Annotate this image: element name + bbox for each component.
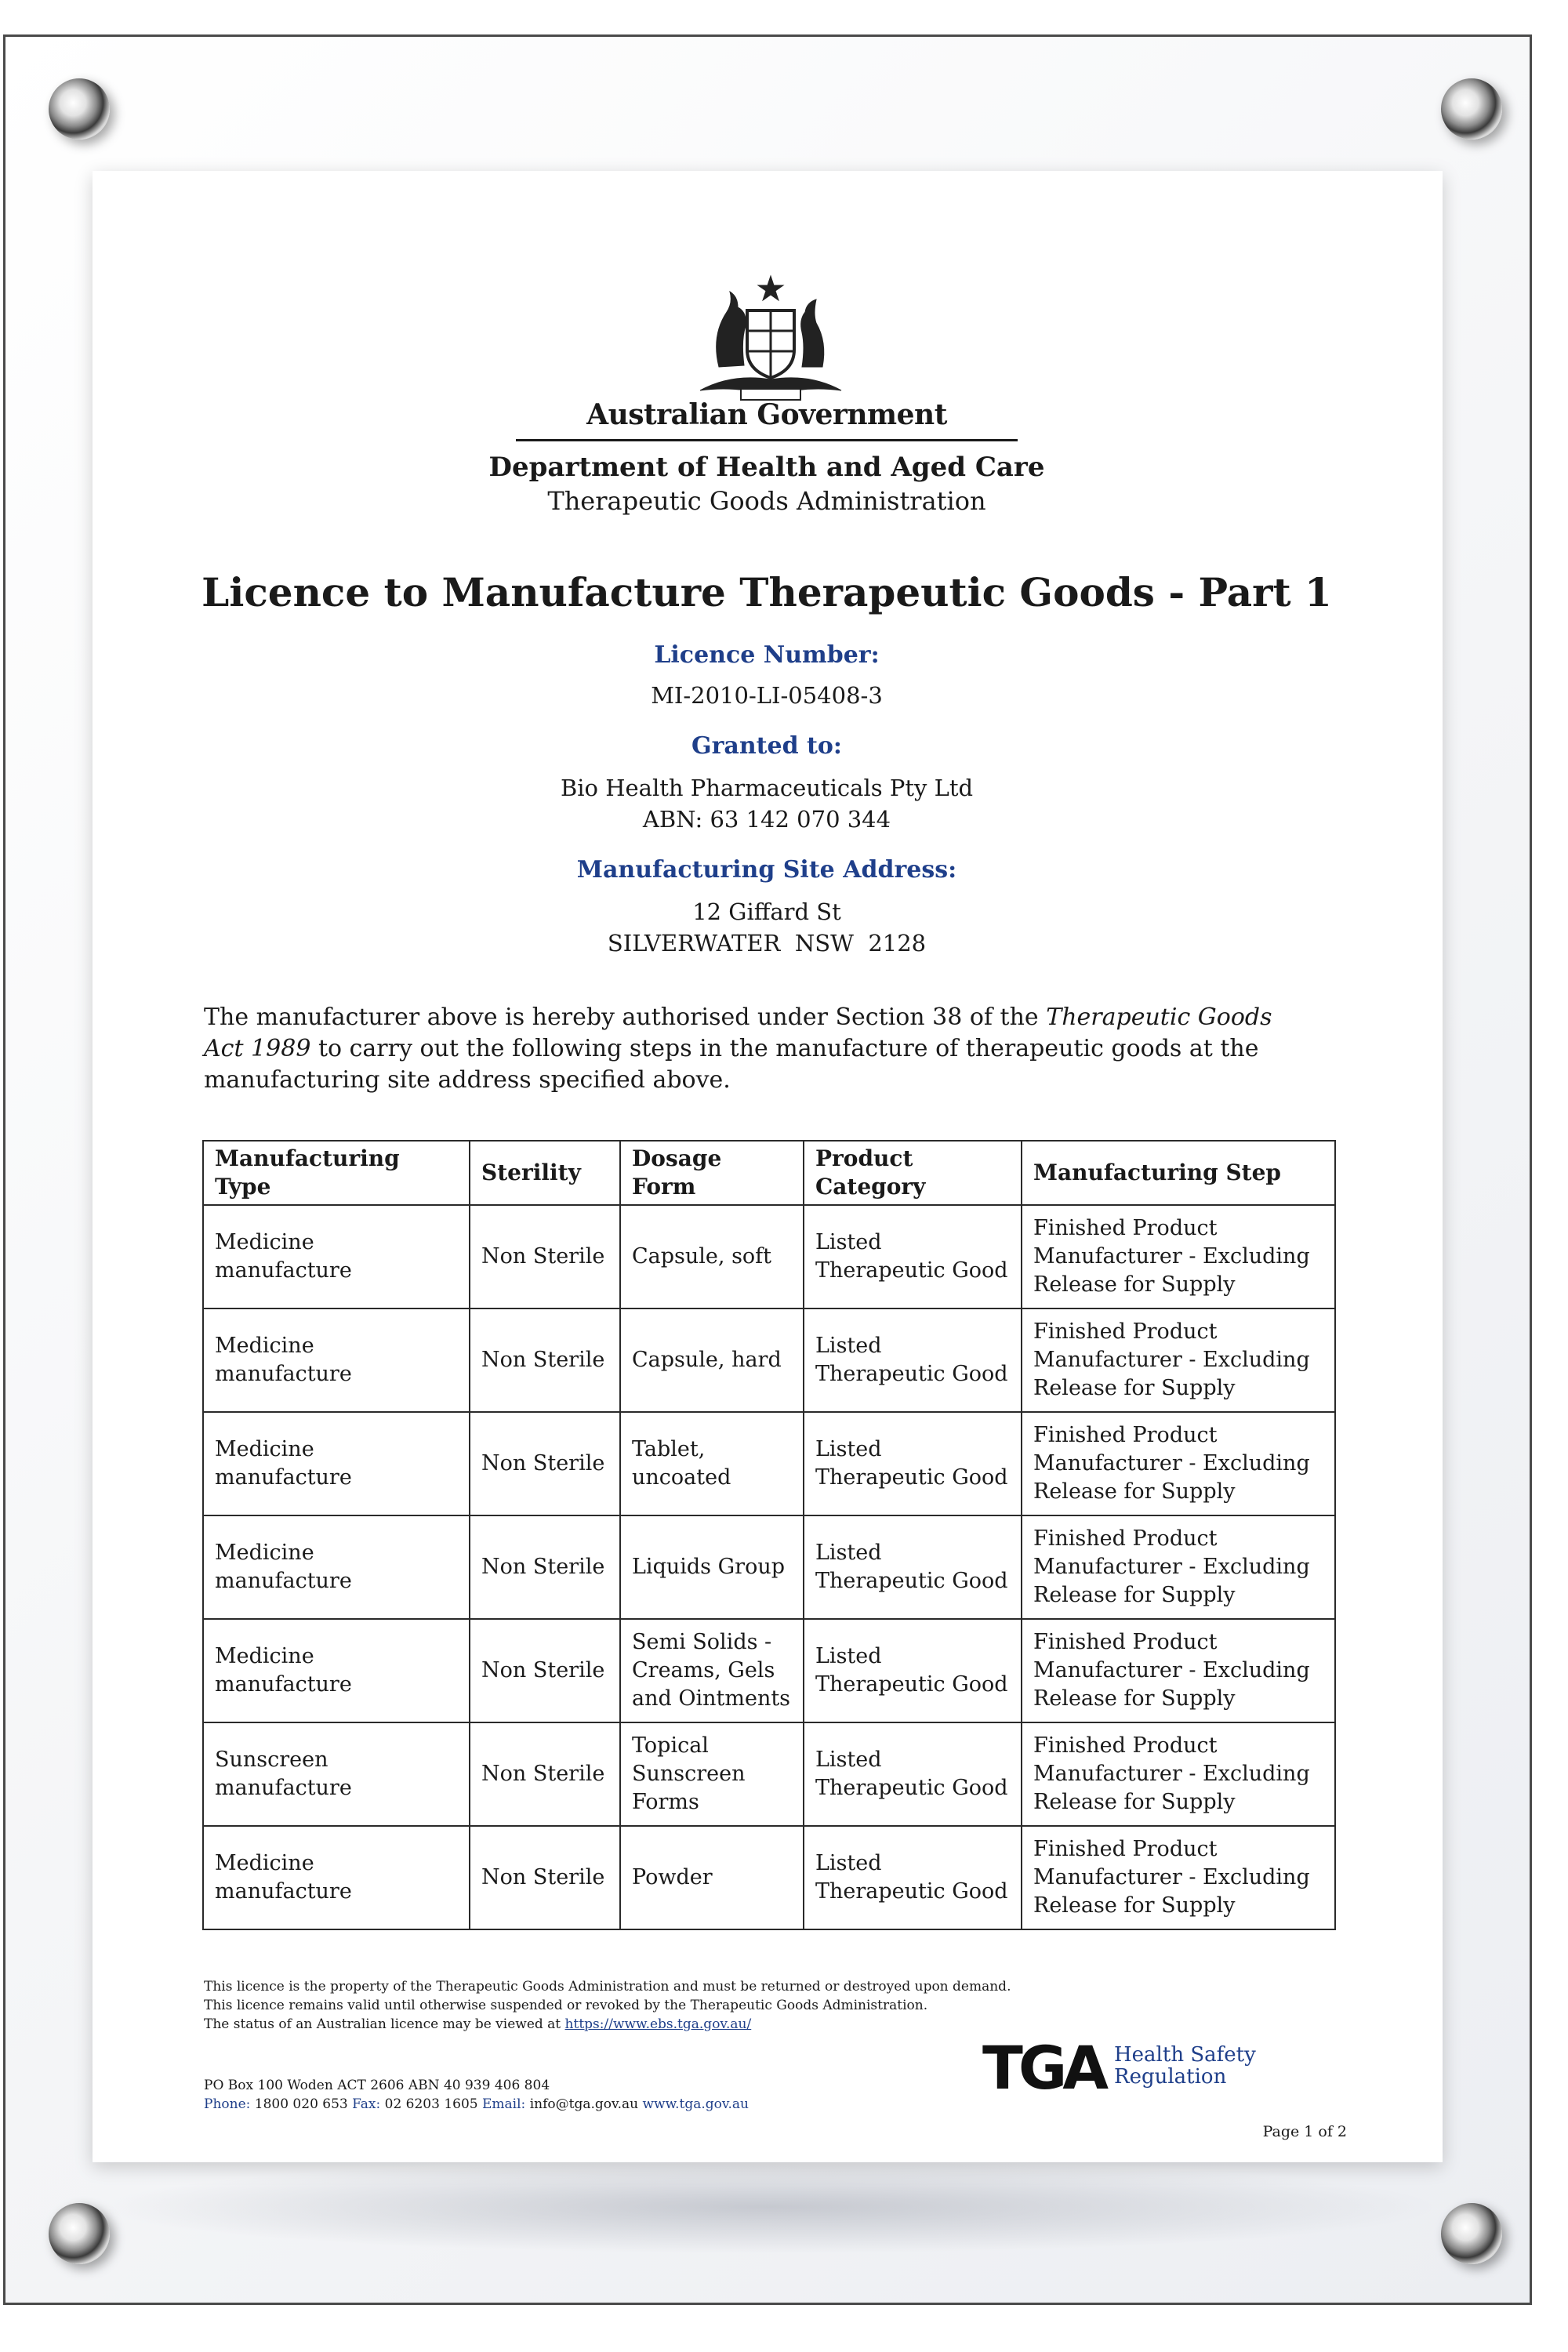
sterility-cell: Non Sterile — [470, 1308, 620, 1412]
table-header-row — [203, 1141, 1335, 1205]
product-category-cell: Listed Therapeutic Good — [804, 1619, 1022, 1722]
manufacturing-step-cell: Finished Product Manufacturer - Excluding Release for Supply — [1022, 1205, 1335, 1308]
licence-certificate — [93, 171, 1443, 2162]
column-header: Dosage Form — [620, 1141, 804, 1205]
table-row — [203, 1412, 1335, 1515]
standoff-bottom-right-icon — [1441, 2203, 1502, 2264]
site-locality: SILVERWATER NSW 2128 — [607, 930, 927, 956]
dosage-form-cell: Topical Sunscreen Forms — [620, 1722, 804, 1826]
product-category-cell: Listed Therapeutic Good — [804, 1515, 1022, 1619]
intro-before: The manufacturer above is hereby authorised under Section 38 of the — [204, 1004, 1047, 1031]
sterility-cell: Non Sterile — [470, 1515, 620, 1619]
product-category-cell: Listed Therapeutic Good — [804, 1205, 1022, 1308]
email-label: Email: — [482, 2096, 526, 2112]
government-name: Australian Government — [586, 398, 947, 431]
licence-number-label: Licence Number: — [654, 641, 880, 669]
contact-line — [204, 2095, 988, 2114]
page-number: Page 1 of 2 — [1262, 2123, 1347, 2140]
tagline-line: Health Safety — [1114, 2043, 1256, 2067]
manufacturing-type-cell: Medicine manufacture — [203, 1308, 470, 1412]
manufacturing-type-cell: Medicine manufacture — [203, 1826, 470, 1929]
manufacturing-type-cell: Medicine manufacture — [203, 1205, 470, 1308]
licence-conditions — [204, 1977, 1223, 2034]
dosage-form-cell: Capsule, soft — [620, 1205, 804, 1308]
page-title: Licence to Manufacture Therapeutic Goods - Part 1 — [201, 569, 1332, 615]
condition-line — [204, 2015, 1223, 2034]
manufacturing-step-cell: Finished Product Manufacturer - Excluding Release for Supply — [1022, 1515, 1335, 1619]
dosage-form-cell: Powder — [620, 1826, 804, 1929]
table-row — [203, 1515, 1335, 1619]
fax-number: 02 6203 1605 — [384, 2096, 478, 2112]
standoff-top-right-icon — [1441, 78, 1502, 140]
contact-details — [204, 2076, 988, 2114]
standoff-top-left-icon — [49, 78, 110, 140]
condition-line: This licence is the property of the Therapeutic Goods Administration and must be returned or destroyed upon demand. — [204, 1979, 1011, 1994]
agency-name: Therapeutic Goods Administration — [547, 486, 986, 516]
department-name: Department of Health and Aged Care — [488, 452, 1045, 483]
manufacturing-step-cell: Finished Product Manufacturer - Excluding Release for Supply — [1022, 1308, 1335, 1412]
dosage-form-cell: Capsule, hard — [620, 1308, 804, 1412]
manufacturing-type-cell: Medicine manufacture — [203, 1619, 470, 1722]
intro-after: to carry out the following steps in the manufacture of therapeutic goods at the manufacturing site address specified above. — [204, 1035, 1259, 1094]
condition-line: This licence remains valid until otherwise suspended or revoked by the Therapeutic Goods Administration. — [204, 1998, 928, 2013]
fax-label: Fax: — [352, 2096, 381, 2112]
dosage-form-cell: Liquids Group — [620, 1515, 804, 1619]
table-row — [203, 1826, 1335, 1929]
act-name: Therapeutic Goods Act 1989 — [204, 1004, 1272, 1062]
status-link[interactable]: https://www.ebs.tga.gov.au/ — [564, 2016, 752, 2032]
company-name: Bio Health Pharmaceuticals Pty Ltd — [560, 775, 974, 801]
manufacturing-type-cell: Medicine manufacture — [203, 1412, 470, 1515]
email-address[interactable]: info@tga.gov.au — [529, 2096, 639, 2112]
product-category-cell: Listed Therapeutic Good — [804, 1826, 1022, 1929]
column-header: Sterility — [470, 1141, 620, 1205]
column-header: Manufacturing Type — [203, 1141, 470, 1205]
manufacturing-step-cell: Finished Product Manufacturer - Excluding Release for Supply — [1022, 1826, 1335, 1929]
site-address-label: Manufacturing Site Address: — [576, 856, 957, 884]
dosage-form-cell: Semi Solids - Creams, Gels and Ointments — [620, 1619, 804, 1722]
sterility-cell: Non Sterile — [470, 1826, 620, 1929]
manufacturing-step-cell: Finished Product Manufacturer - Excluding Release for Supply — [1022, 1619, 1335, 1722]
header-divider — [516, 439, 1018, 441]
product-category-cell: Listed Therapeutic Good — [804, 1308, 1022, 1412]
standoff-bottom-left-icon — [49, 2203, 110, 2264]
table-row — [203, 1205, 1335, 1308]
dosage-form-cell: Tablet, uncoated — [620, 1412, 804, 1515]
tga-logo-mark: TGA — [982, 2033, 1105, 2103]
sterility-cell: Non Sterile — [470, 1205, 620, 1308]
column-header: Manufacturing Step — [1022, 1141, 1335, 1205]
product-category-cell: Listed Therapeutic Good — [804, 1412, 1022, 1515]
licence-number: MI-2010-LI-05408-3 — [651, 682, 883, 709]
status-text: The status of an Australian licence may be viewed at — [204, 2016, 565, 2032]
tagline-line: Regulation — [1114, 2065, 1227, 2089]
table-row — [203, 1619, 1335, 1722]
phone-label: Phone: — [204, 2096, 251, 2112]
authorisation-text — [204, 1002, 1286, 1096]
manufacturing-step-cell: Finished Product Manufacturer - Excluding Release for Supply — [1022, 1722, 1335, 1826]
product-category-cell: Listed Therapeutic Good — [804, 1722, 1022, 1826]
website-link[interactable]: www.tga.gov.au — [642, 2096, 749, 2112]
company-abn: ABN: 63 142 070 344 — [642, 806, 891, 833]
coat-of-arms-icon — [669, 273, 873, 414]
manufacturing-type-cell: Sunscreen manufacture — [203, 1722, 470, 1826]
phone-number: 1800 020 653 — [254, 2096, 348, 2112]
column-header: Product Category — [804, 1141, 1022, 1205]
manufacturing-type-cell: Medicine manufacture — [203, 1515, 470, 1619]
granted-to-label: Granted to: — [691, 732, 842, 760]
manufacturing-step-cell: Finished Product Manufacturer - Excluding Release for Supply — [1022, 1412, 1335, 1515]
tga-logo — [982, 2033, 1343, 2103]
sterility-cell: Non Sterile — [470, 1722, 620, 1826]
manufacturing-steps-table — [202, 1140, 1336, 1930]
table-row — [203, 1308, 1335, 1412]
sterility-cell: Non Sterile — [470, 1412, 620, 1515]
table-row — [203, 1722, 1335, 1826]
frame-shadow — [94, 2160, 1443, 2254]
sterility-cell: Non Sterile — [470, 1619, 620, 1722]
tga-logo-tagline — [1114, 2044, 1271, 2088]
site-street: 12 Giffard St — [692, 898, 841, 925]
postal-address: PO Box 100 Woden ACT 2606 ABN 40 939 406 804 — [204, 2078, 550, 2093]
